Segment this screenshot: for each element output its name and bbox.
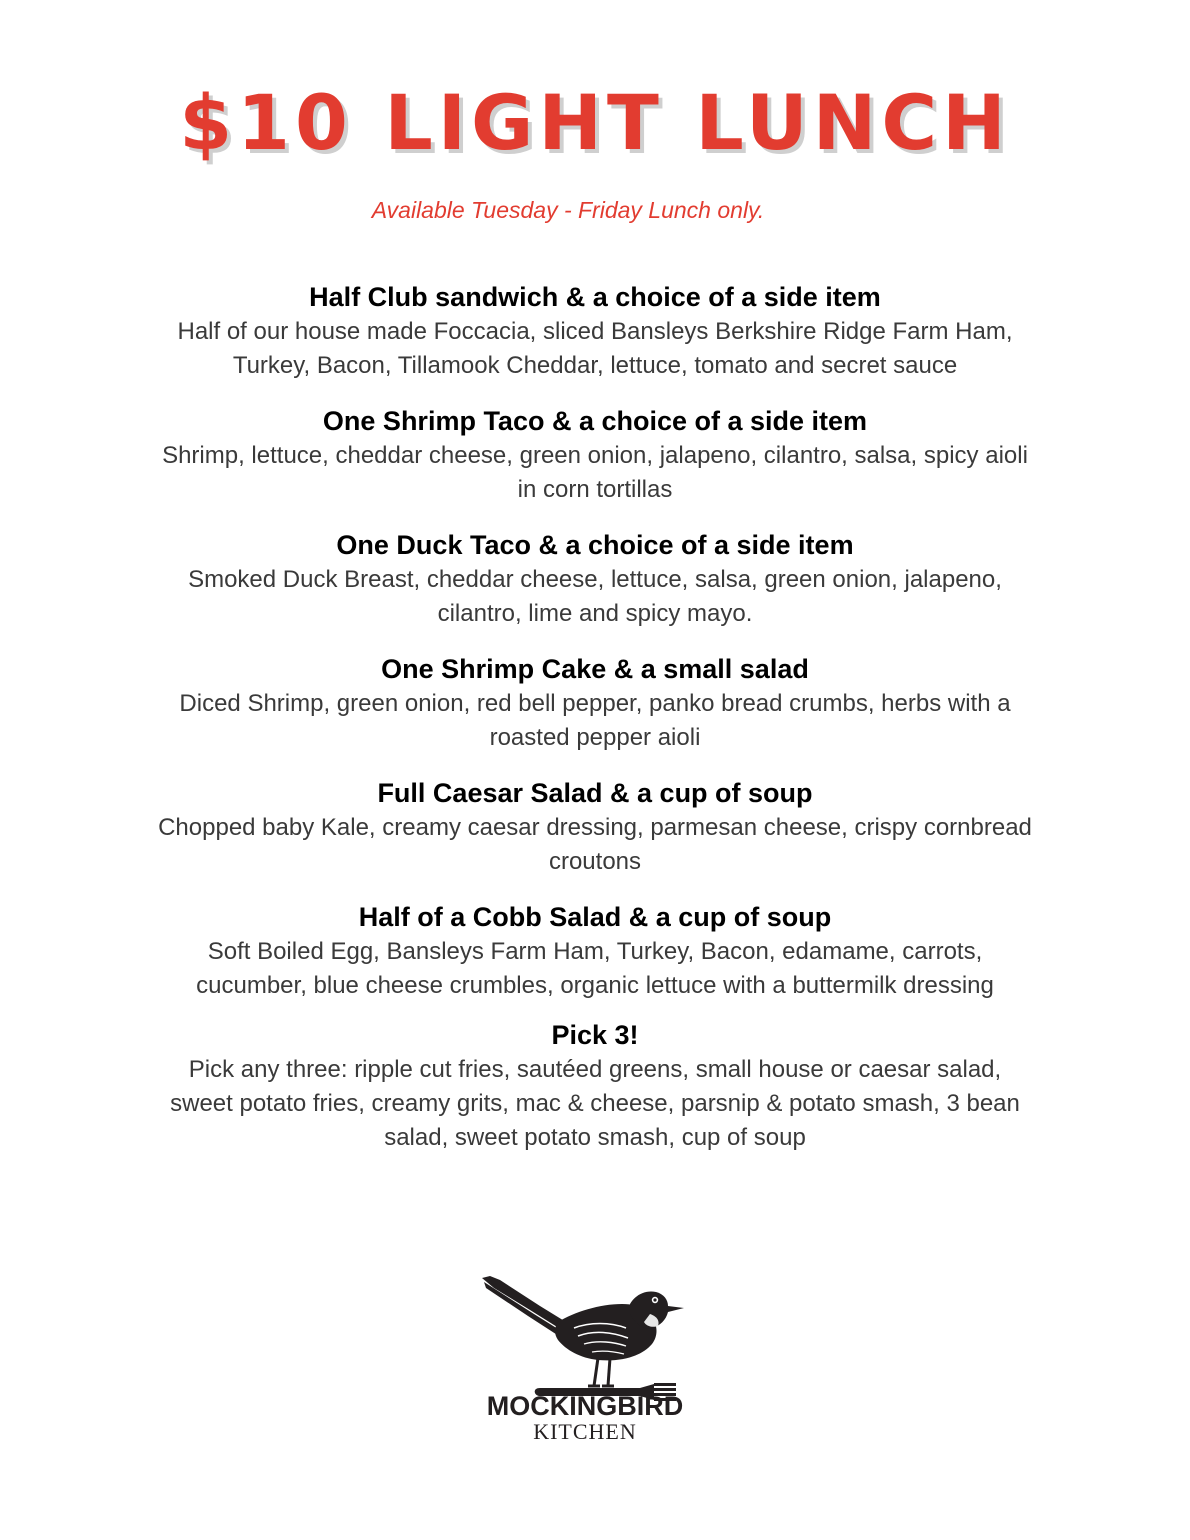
brand-logo-text — [0, 1391, 1170, 1443]
menu-item — [95, 899, 1095, 1003]
description-line: Diced Shrimp, green onion, red bell pepper, panko bread crumbs, herbs with a — [179, 690, 1011, 717]
description-line: Chopped baby Kale, creamy caesar dressing, parmesan cheese, crispy cornbread — [158, 814, 1032, 841]
description-line: croutons — [548, 848, 642, 875]
menu-item-name: Full Caesar Salad & a cup of soup — [377, 778, 813, 808]
brand-subname: KITCHEN — [533, 1419, 637, 1444]
description-line: Half of our house made Foccacia, sliced Bansleys Berkshire Ridge Farm Ham, — [177, 318, 1013, 345]
description-line: Turkey, Bacon, Tillamook Cheddar, lettuce, tomato and secret sauce — [232, 352, 958, 379]
menu-item-description — [95, 315, 1095, 383]
description-line: roasted pepper aioli — [489, 724, 701, 751]
description-line: in corn tortillas — [517, 476, 673, 503]
menu-item-name: One Shrimp Cake & a small salad — [381, 654, 809, 684]
description-line: Shrimp, lettuce, cheddar cheese, green onion, jalapeno, cilantro, salsa, spicy aioli — [162, 442, 1028, 469]
menu-item-name: One Shrimp Taco & a choice of a side item — [322, 406, 868, 436]
description-line: sweet potato fries, creamy grits, mac & cheese, parsnip & potato smash, 3 bean — [170, 1090, 1020, 1117]
menu-item — [95, 403, 1095, 507]
description-line: Smoked Duck Breast, cheddar cheese, lettuce, salsa, green onion, jalapeno, — [188, 566, 1002, 593]
menu-item-pick-3 — [95, 1017, 1095, 1155]
menu-item-description — [95, 1053, 1095, 1155]
menu-item — [95, 527, 1095, 631]
menu-item-description — [95, 935, 1095, 1003]
menu-item-description — [95, 687, 1095, 755]
description-line: cucumber, blue cheese crumbles, organic lettuce with a buttermilk dressing — [196, 972, 994, 999]
description-line: salad, sweet potato smash, cup of soup — [384, 1124, 806, 1151]
menu-item-description — [95, 563, 1095, 631]
menu-item-name: Pick 3! — [551, 1020, 639, 1050]
description-line: Pick any three: ripple cut fries, sautéed greens, small house or caesar salad, — [188, 1056, 1002, 1083]
menu-list — [95, 279, 1095, 1175]
menu-item-name: Half Club sandwich & a choice of a side item — [309, 282, 881, 312]
description-line: Soft Boiled Egg, Bansleys Farm Ham, Turkey, Bacon, edamame, carrots, — [207, 938, 983, 965]
menu-item-name: One Duck Taco & a choice of a side item — [336, 530, 854, 560]
page-title: $10 LIGHT LUNCH — [179, 78, 1011, 167]
menu-item-description — [95, 439, 1095, 507]
brand-name: MOCKINGBIRD — [486, 1391, 684, 1421]
availability-note: Available Tuesday - Friday Lunch only. — [371, 197, 765, 223]
menu-item — [95, 279, 1095, 383]
description-line: cilantro, lime and spicy mayo. — [437, 600, 753, 627]
menu-item-name: Half of a Cobb Salad & a cup of soup — [358, 902, 832, 932]
menu-item — [95, 651, 1095, 755]
menu-item-description — [95, 811, 1095, 879]
menu-item — [95, 775, 1095, 879]
